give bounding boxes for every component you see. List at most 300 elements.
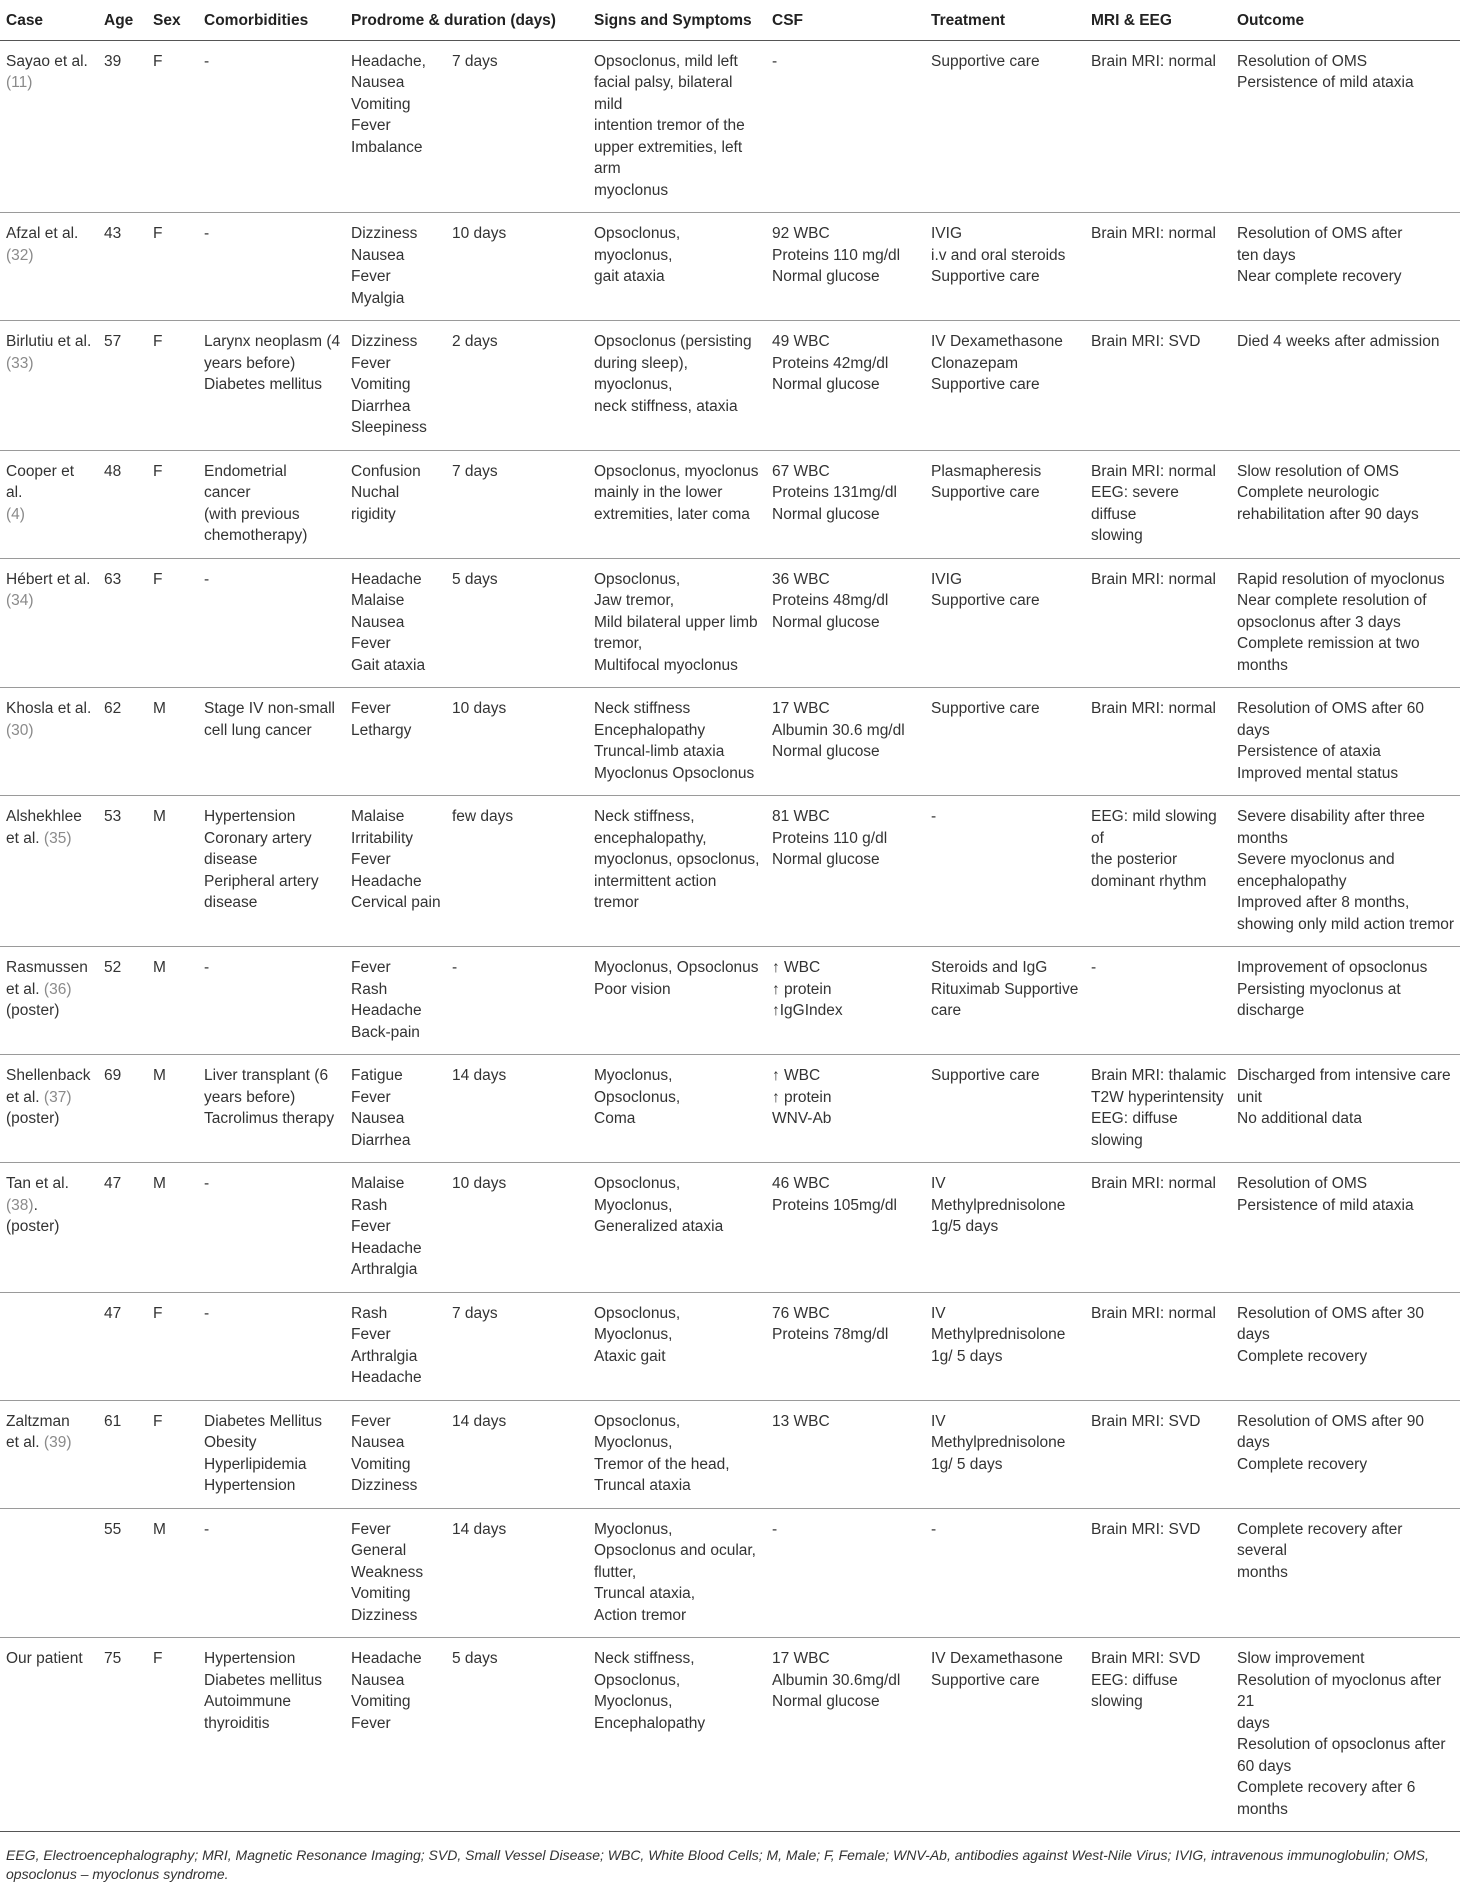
signs-line: Myoclonus, Opsoclonus — [594, 959, 759, 976]
outcome-line: Improved mental status — [1237, 764, 1399, 782]
cell-mri — [1085, 947, 1231, 1055]
reference-number: (37) — [43, 1088, 72, 1106]
case-line: Rasmussen — [6, 959, 88, 976]
cell-prodrome — [345, 796, 446, 947]
outcome-line: Complete remission at two — [1237, 635, 1420, 652]
outcome-line: Near complete resolution of — [1237, 592, 1427, 609]
prodrome-line: Weakness — [351, 1563, 424, 1581]
csf-line: 17 WBC — [772, 700, 830, 717]
signs-line: Ataxic gait — [594, 1347, 666, 1365]
cell-prodrome — [345, 1400, 446, 1508]
cell-sex: M — [147, 1163, 198, 1293]
header-comorbidities: Comorbidities — [198, 0, 345, 40]
outcome-line: unit — [1237, 1088, 1262, 1106]
comorbidities-line: Autoimmune — [204, 1693, 292, 1710]
cell-age: 43 — [98, 213, 147, 321]
csf-line: Proteins 48mg/dl — [772, 592, 889, 609]
comorbidities-line: - — [204, 225, 210, 242]
cell-signs — [588, 796, 766, 947]
cell-mri — [1085, 1163, 1231, 1293]
treatment-line: Supportive care — [931, 1671, 1040, 1689]
cell-comorbidities — [198, 450, 345, 558]
prodrome-line: Arthralgia — [351, 1347, 418, 1365]
cell-csf — [766, 1508, 925, 1638]
cell-outcome — [1231, 1292, 1460, 1400]
prodrome-line: Headache — [351, 1650, 422, 1667]
header-outcome: Outcome — [1231, 0, 1460, 40]
prodrome-line: Fever — [351, 1326, 391, 1343]
comorbidities-line: disease — [204, 894, 258, 911]
outcome-line: Complete recovery after several — [1237, 1520, 1403, 1559]
cell-duration: 10 days — [446, 688, 588, 796]
comorbidities-line: Tacrolimus therapy — [204, 1110, 335, 1127]
case-line: Tan et al. (38). — [6, 1175, 69, 1214]
mri-line: T2W hyperintensity — [1091, 1088, 1224, 1106]
cell-signs — [588, 40, 766, 213]
cell-mri — [1085, 213, 1231, 321]
cell-sex: M — [147, 947, 198, 1055]
cell-age: 47 — [98, 1292, 147, 1400]
signs-line: Action tremor — [594, 1606, 687, 1624]
cell-prodrome — [345, 1055, 446, 1163]
cell-mri — [1085, 1292, 1231, 1400]
prodrome-line: Nausea — [351, 1110, 405, 1127]
prodrome-line: Gait ataxia — [351, 656, 426, 674]
signs-line: myoclonus — [594, 181, 669, 199]
outcome-line: Resolution of OMS after 60 days — [1237, 700, 1424, 739]
signs-line: Opsoclonus, — [594, 570, 681, 588]
header-prodrome: Prodrome & duration (days) — [345, 0, 588, 40]
cell-prodrome — [345, 558, 446, 688]
cell-comorbidities — [198, 1508, 345, 1638]
cell-duration: few days — [446, 796, 588, 947]
cell-outcome — [1231, 1400, 1460, 1508]
csf-line: ↑IgGIndex — [772, 1002, 843, 1019]
prodrome-line: Dizziness — [351, 333, 418, 350]
cell-mri — [1085, 1055, 1231, 1163]
csf-line: 36 WBC — [772, 570, 830, 588]
case-line: Our patient — [6, 1650, 83, 1667]
prodrome-line: Myalgia — [351, 289, 405, 307]
csf-line: Albumin 30.6mg/dl — [772, 1671, 901, 1689]
prodrome-line: Nuchal rigidity — [351, 484, 400, 523]
prodrome-line: Headache — [351, 872, 422, 890]
case-line — [6, 504, 94, 526]
csf-line: ↑ protein — [772, 980, 832, 998]
cell-signs — [588, 1508, 766, 1638]
comorbidities-line: Peripheral artery — [204, 872, 319, 890]
cell-duration: 14 days — [446, 1508, 588, 1638]
outcome-line: months — [1237, 1800, 1288, 1818]
cell-age: 63 — [98, 558, 147, 688]
cell-treatment — [925, 1400, 1085, 1508]
outcome-line: Improved after 8 months, — [1237, 894, 1410, 911]
signs-line: gait ataxia — [594, 268, 665, 285]
case-line: et al. (39) — [6, 1434, 72, 1451]
cell-csf — [766, 450, 925, 558]
treatment-line: 1g/ 5 days — [931, 1347, 1003, 1365]
cell-outcome — [1231, 1638, 1460, 1832]
comorbidities-line: - — [204, 959, 210, 976]
cell-signs — [588, 947, 766, 1055]
mri-line: Brain MRI: normal — [1091, 570, 1216, 588]
outcome-line: opsoclonus after 3 days — [1237, 613, 1401, 631]
reference-number: (34) — [6, 592, 34, 609]
outcome-line: Slow improvement — [1237, 1650, 1365, 1667]
csf-line: 49 WBC — [772, 333, 830, 350]
table-row — [0, 1055, 1460, 1163]
csf-line: Normal glucose — [772, 851, 880, 868]
reference-number: (30) — [6, 721, 34, 739]
signs-line: Generalized ataxia — [594, 1218, 724, 1235]
comorbidities-line: years before) — [204, 354, 296, 372]
cell-treatment — [925, 1163, 1085, 1293]
cell-comorbidities — [198, 558, 345, 688]
reference-number: (11) — [6, 74, 33, 91]
prodrome-line: Arthralgia — [351, 1261, 418, 1278]
prodrome-line: Fever — [351, 1520, 391, 1538]
signs-line: Opsoclonus, myoclonus, — [594, 225, 681, 264]
signs-line: Opsoclonus, — [594, 1088, 681, 1106]
signs-line: neck stiffness, ataxia — [594, 397, 738, 415]
prodrome-line: Nausea — [351, 246, 405, 264]
signs-line: Coma — [594, 1110, 636, 1127]
csf-line: Normal glucose — [772, 1693, 880, 1710]
csf-line: Normal glucose — [772, 743, 880, 760]
signs-line: Tremor of the head, — [594, 1455, 730, 1473]
cell-duration: - — [446, 947, 588, 1055]
signs-line: Opsoclonus (persisting — [594, 333, 752, 350]
signs-line: upper extremities, left arm — [594, 138, 743, 177]
cell-sex: F — [147, 558, 198, 688]
cell-comorbidities — [198, 796, 345, 947]
outcome-line: showing only mild action tremor — [1237, 915, 1455, 933]
signs-line: Myoclonus, — [594, 1434, 673, 1451]
cell-duration: 2 days — [446, 321, 588, 451]
case-line: Shellenback — [6, 1067, 91, 1084]
cell-csf — [766, 321, 925, 451]
cell-comorbidities — [198, 1400, 345, 1508]
prodrome-line: Nausea — [351, 74, 405, 91]
cell-mri — [1085, 796, 1231, 947]
cell-sex: F — [147, 213, 198, 321]
cell-case — [0, 450, 98, 558]
prodrome-line: Fever — [351, 1714, 391, 1732]
comorbidities-line: cancer — [204, 484, 251, 501]
outcome-line: Near complete recovery — [1237, 268, 1402, 285]
cell-treatment — [925, 558, 1085, 688]
treatment-line: IV Dexamethasone — [931, 333, 1063, 350]
cell-treatment — [925, 1292, 1085, 1400]
prodrome-line: Rash — [351, 1196, 388, 1214]
mri-line: Brain MRI: normal — [1091, 462, 1216, 480]
csf-line: 46 WBC — [772, 1175, 830, 1192]
comorbidities-line: - — [204, 1520, 210, 1538]
case-line: (poster) — [6, 1218, 60, 1235]
outcome-line: ten days — [1237, 246, 1296, 264]
treatment-line: Supportive care — [931, 1067, 1040, 1084]
comorbidities-line: thyroiditis — [204, 1714, 270, 1732]
prodrome-line: Rash — [351, 980, 388, 998]
comorbidities-line: Coronary artery — [204, 829, 312, 847]
cell-age: 69 — [98, 1055, 147, 1163]
outcome-line: Resolution of OMS after 90 days — [1237, 1412, 1424, 1451]
reference-number: (36) — [43, 980, 72, 998]
treatment-line: Supportive care — [931, 592, 1040, 609]
comorbidities-line: Liver transplant (6 — [204, 1067, 329, 1084]
cell-mri — [1085, 450, 1231, 558]
cell-age: 61 — [98, 1400, 147, 1508]
cell-sex: M — [147, 796, 198, 947]
header-sex: Sex — [147, 0, 198, 40]
table-row — [0, 213, 1460, 321]
table-row — [0, 558, 1460, 688]
table-row — [0, 1163, 1460, 1293]
mri-line: - — [1091, 959, 1097, 976]
outcome-line: Resolution of OMS — [1237, 52, 1368, 70]
comorbidities-line: Obesity — [204, 1434, 257, 1451]
signs-line: Opsoclonus and ocular, — [594, 1542, 756, 1559]
case-line: Afzal et al. — [6, 225, 79, 242]
cell-duration: 14 days — [446, 1055, 588, 1163]
signs-line: intention tremor of the — [594, 117, 745, 134]
prodrome-line: Vomiting — [351, 95, 411, 113]
case-line: Cooper et al. — [6, 462, 75, 501]
csf-line: 67 WBC — [772, 462, 830, 480]
outcome-line: Died 4 weeks after admission — [1237, 333, 1440, 350]
cell-treatment — [925, 1055, 1085, 1163]
mri-line: dominant rhythm — [1091, 872, 1207, 890]
prodrome-line: Fever — [351, 635, 391, 652]
mri-line: Brain MRI: SVD — [1091, 1520, 1201, 1538]
prodrome-line: Headache — [351, 1369, 422, 1386]
prodrome-line: Vomiting — [351, 376, 411, 393]
cell-age: 47 — [98, 1163, 147, 1293]
outcome-line: Resolution of myoclonus after 21 — [1237, 1671, 1442, 1710]
comorbidities-line: - — [204, 1304, 210, 1322]
prodrome-line: Headache, — [351, 52, 426, 70]
cell-comorbidities — [198, 40, 345, 213]
cell-duration: 7 days — [446, 1292, 588, 1400]
header-age: Age — [98, 0, 147, 40]
mri-line: Brain MRI: SVD — [1091, 1412, 1201, 1430]
treatment-line: Clonazepam — [931, 354, 1019, 372]
cell-case — [0, 796, 98, 947]
cell-age: 48 — [98, 450, 147, 558]
csf-line: Proteins 78mg/dl — [772, 1326, 889, 1343]
cell-sex: M — [147, 1055, 198, 1163]
outcome-line: months — [1237, 656, 1288, 674]
cell-outcome — [1231, 558, 1460, 688]
table-footnote: EEG, Electroencephalography; MRI, Magnetic Resonance Imaging; SVD, Small Vessel Disease; WBC, White Blood Cells; M, Male; F, Female; WNV-Ab, antibodies against West-Nile Virus; IVIG, intravenous immunoglobulin; OMS, opsoclonus – myoclonus syndrome. — [6, 1847, 1429, 1882]
header-csf: CSF — [766, 0, 925, 40]
cell-age: 57 — [98, 321, 147, 451]
mri-line: Brain MRI: SVD — [1091, 333, 1201, 350]
mri-line: the posterior — [1091, 851, 1178, 868]
comorbidities-line: disease — [204, 851, 258, 868]
cell-duration: 10 days — [446, 213, 588, 321]
signs-line: tremor, — [594, 635, 643, 652]
reference-number: (33) — [6, 354, 34, 372]
csf-line: Normal glucose — [772, 268, 880, 285]
prodrome-line: Imbalance — [351, 138, 423, 156]
comorbidities-line: - — [204, 1175, 210, 1192]
cell-signs — [588, 1638, 766, 1832]
prodrome-line: Fever — [351, 959, 391, 976]
cell-mri — [1085, 1638, 1231, 1832]
comorbidities-line: Larynx neoplasm (4 — [204, 333, 341, 350]
cell-case — [0, 40, 98, 213]
csf-line: Albumin 30.6 mg/dl — [772, 721, 905, 739]
prodrome-line: Dizziness — [351, 225, 418, 242]
signs-line: Mild bilateral upper limb — [594, 613, 758, 631]
cell-csf — [766, 213, 925, 321]
cell-mri — [1085, 688, 1231, 796]
outcome-line: months — [1237, 1563, 1288, 1581]
mri-line: Brain MRI: normal — [1091, 1304, 1216, 1322]
treatment-line: i.v and oral steroids — [931, 246, 1066, 264]
cell-comorbidities — [198, 321, 345, 451]
outcome-line: Complete recovery — [1237, 1347, 1368, 1365]
treatment-line: 1g/5 days — [931, 1218, 999, 1235]
signs-line: Neck stiffness — [594, 700, 691, 717]
cell-age: 62 — [98, 688, 147, 796]
signs-line: Opsoclonus, — [594, 1412, 681, 1430]
outcome-line: days — [1237, 1714, 1270, 1732]
cell-outcome — [1231, 947, 1460, 1055]
cell-outcome — [1231, 40, 1460, 213]
case-line: (poster) — [6, 1110, 60, 1127]
cell-prodrome — [345, 1292, 446, 1400]
csf-line: ↑ WBC — [772, 1067, 821, 1084]
prodrome-line: Malaise — [351, 592, 405, 609]
signs-line: Myoclonus, — [594, 1196, 673, 1214]
case-line: Alshekhlee — [6, 808, 82, 825]
header-signs: Signs and Symptoms — [588, 0, 766, 40]
table-row — [0, 688, 1460, 796]
prodrome-line: Nausea — [351, 1671, 405, 1689]
cell-duration: 5 days — [446, 558, 588, 688]
csf-line: Normal glucose — [772, 376, 880, 393]
prodrome-line: Malaise — [351, 1175, 405, 1192]
comorbidities-line: - — [204, 52, 210, 70]
cell-csf — [766, 1055, 925, 1163]
cell-case — [0, 558, 98, 688]
cell-duration: 7 days — [446, 450, 588, 558]
cell-outcome — [1231, 321, 1460, 451]
outcome-line: Complete recovery after 6 — [1237, 1779, 1416, 1796]
signs-line: Myoclonus, — [594, 1326, 673, 1343]
prodrome-line: Malaise — [351, 808, 405, 825]
cell-treatment — [925, 796, 1085, 947]
outcome-line: Persistence of mild ataxia — [1237, 74, 1414, 91]
table-row — [0, 450, 1460, 558]
outcome-line: rehabilitation after 90 days — [1237, 505, 1419, 523]
prodrome-line: General — [351, 1542, 407, 1559]
cell-sex: F — [147, 1638, 198, 1832]
reference-number: (4) — [6, 505, 25, 523]
cell-treatment — [925, 40, 1085, 213]
cell-sex: F — [147, 450, 198, 558]
cell-outcome — [1231, 796, 1460, 947]
outcome-line: Resolution of OMS after — [1237, 225, 1403, 242]
table-row — [0, 321, 1460, 451]
prodrome-line: Dizziness — [351, 1606, 418, 1624]
treatment-line: IV Methylprednisolone — [931, 1412, 1066, 1451]
mri-line: Brain MRI: normal — [1091, 225, 1216, 242]
treatment-line: Supportive care — [931, 484, 1040, 501]
cell-signs — [588, 1055, 766, 1163]
cell-outcome — [1231, 688, 1460, 796]
outcome-line: encephalopathy — [1237, 872, 1347, 890]
case-line: Sayao et al. — [6, 52, 88, 70]
case-line — [6, 245, 94, 267]
comorbidities-line: Endometrial — [204, 462, 287, 480]
treatment-line: - — [931, 808, 937, 825]
cell-duration: 5 days — [446, 1638, 588, 1832]
cell-csf — [766, 558, 925, 688]
outcome-line: Rapid resolution of myoclonus — [1237, 570, 1445, 588]
mri-line: EEG: diffuse slowing — [1091, 1110, 1178, 1149]
cell-age: 39 — [98, 40, 147, 213]
case-line — [6, 590, 94, 612]
treatment-line: Plasmapheresis — [931, 462, 1042, 480]
signs-line: Myoclonus Opsoclonus — [594, 764, 755, 782]
cell-mri — [1085, 321, 1231, 451]
header-row — [0, 0, 1460, 40]
outcome-line: No additional data — [1237, 1110, 1362, 1127]
cell-treatment — [925, 688, 1085, 796]
signs-line: encephalopathy, — [594, 829, 707, 847]
mri-line: Brain MRI: normal — [1091, 52, 1216, 70]
cell-duration: 14 days — [446, 1400, 588, 1508]
cell-treatment — [925, 450, 1085, 558]
signs-line: Myoclonus, — [594, 1693, 673, 1710]
signs-line: facial palsy, bilateral mild — [594, 74, 733, 113]
treatment-line: Steroids and IgG — [931, 959, 1048, 976]
comorbidities-line: Diabetes Mellitus — [204, 1412, 323, 1430]
prodrome-line: Back-pain — [351, 1023, 420, 1041]
cell-signs — [588, 1292, 766, 1400]
cell-signs — [588, 1400, 766, 1508]
cell-treatment — [925, 321, 1085, 451]
outcome-line: Resolution of OMS after 30 days — [1237, 1304, 1424, 1343]
cell-mri — [1085, 40, 1231, 213]
comorbidities-line: chemotherapy) — [204, 527, 308, 544]
cell-treatment — [925, 1638, 1085, 1832]
case-line: (poster) — [6, 1002, 60, 1019]
signs-line: Opsoclonus, myoclonus — [594, 462, 759, 480]
prodrome-line: Rash — [351, 1304, 388, 1322]
case-line: Zaltzman — [6, 1412, 70, 1430]
signs-line: Jaw tremor, — [594, 592, 675, 609]
cell-comorbidities — [198, 1055, 345, 1163]
signs-line: Opsoclonus, — [594, 1671, 681, 1689]
prodrome-line: Confusion — [351, 462, 421, 480]
prodrome-line: Fever — [351, 1412, 391, 1430]
prodrome-line: Fever — [351, 851, 391, 868]
cell-mri — [1085, 1400, 1231, 1508]
csf-line: 17 WBC — [772, 1650, 830, 1667]
cell-prodrome — [345, 1638, 446, 1832]
outcome-line: Slow resolution of OMS — [1237, 462, 1399, 480]
cell-sex: M — [147, 688, 198, 796]
treatment-line: IVIG — [931, 225, 963, 242]
prodrome-line: Vomiting — [351, 1585, 411, 1602]
signs-line: Encephalopathy — [594, 721, 706, 739]
prodrome-line: Dizziness — [351, 1477, 418, 1494]
cell-prodrome — [345, 688, 446, 796]
